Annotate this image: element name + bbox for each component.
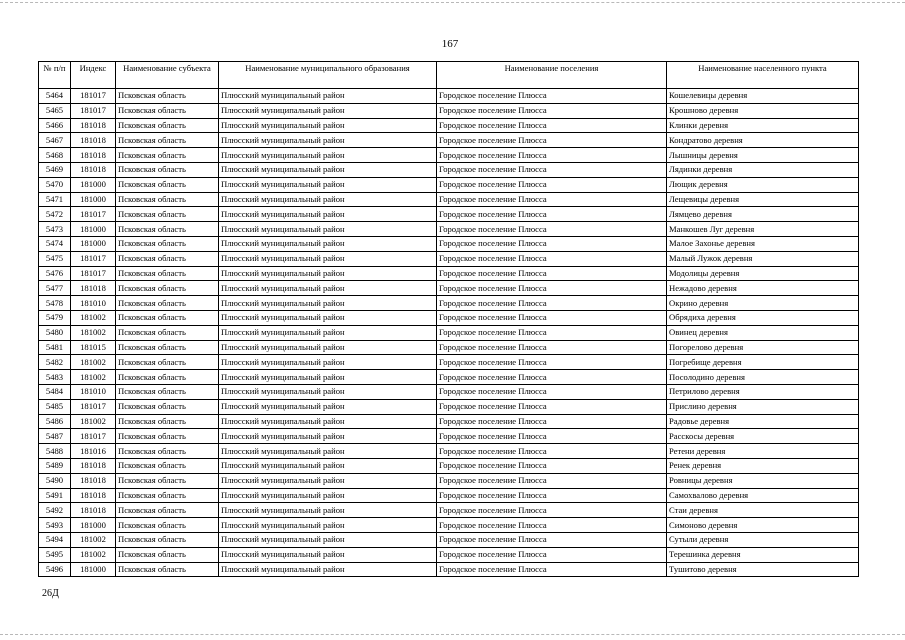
- locality-cell: Лядинки деревня: [667, 162, 859, 177]
- settlement-cell: Городское поселение Плюсса: [437, 488, 667, 503]
- municipality-cell: Плюсский муниципальный район: [219, 384, 437, 399]
- locality-cell: Лямцево деревня: [667, 207, 859, 222]
- locality-cell: Стаи деревня: [667, 503, 859, 518]
- locality-cell: Ретени деревня: [667, 444, 859, 459]
- subject-cell: Псковская область: [116, 444, 219, 459]
- index-cell: 181017: [71, 266, 116, 281]
- table-row: [39, 503, 859, 518]
- locality-cell: Лещевицы деревня: [667, 192, 859, 207]
- locality-cell: Терешинка деревня: [667, 547, 859, 562]
- table-row: [39, 547, 859, 562]
- settlement-cell: Городское поселение Плюсса: [437, 429, 667, 444]
- table-row: [39, 444, 859, 459]
- municipality-cell: Плюсский муниципальный район: [219, 370, 437, 385]
- index-cell: 181017: [71, 207, 116, 222]
- index-cell: 181018: [71, 488, 116, 503]
- num-cell: 5470: [39, 177, 71, 192]
- settlement-cell: Городское поселение Плюсса: [437, 148, 667, 163]
- locality-cell: Лющик деревня: [667, 177, 859, 192]
- index-cell: 181002: [71, 547, 116, 562]
- subject-cell: Псковская область: [116, 399, 219, 414]
- table-row: [39, 266, 859, 281]
- index-cell: 181002: [71, 370, 116, 385]
- municipality-cell: Плюсский муниципальный район: [219, 192, 437, 207]
- locality-cell: Радовье деревня: [667, 414, 859, 429]
- subject-cell: Псковская область: [116, 488, 219, 503]
- municipality-cell: Плюсский муниципальный район: [219, 503, 437, 518]
- settlement-cell: Городское поселение Плюсса: [437, 473, 667, 488]
- municipality-cell: Плюсский муниципальный район: [219, 458, 437, 473]
- settlement-cell: Городское поселение Плюсса: [437, 518, 667, 533]
- num-cell: 5482: [39, 355, 71, 370]
- index-cell: 181010: [71, 296, 116, 311]
- subject-cell: Псковская область: [116, 518, 219, 533]
- municipality-cell: Плюсский муниципальный район: [219, 251, 437, 266]
- index-cell: 181016: [71, 444, 116, 459]
- subject-cell: Псковская область: [116, 89, 219, 104]
- subject-cell: Псковская область: [116, 340, 219, 355]
- settlement-cell: Городское поселение Плюсса: [437, 399, 667, 414]
- index-cell: 181000: [71, 222, 116, 237]
- municipality-cell: Плюсский муниципальный район: [219, 118, 437, 133]
- num-cell: 5475: [39, 251, 71, 266]
- locality-cell: Нежадово деревня: [667, 281, 859, 296]
- settlement-cell: Городское поселение Плюсса: [437, 103, 667, 118]
- table-header-row: [39, 62, 859, 89]
- settlement-cell: Городское поселение Плюсса: [437, 503, 667, 518]
- municipality-cell: Плюсский муниципальный район: [219, 133, 437, 148]
- locality-cell: Крошново деревня: [667, 103, 859, 118]
- settlement-cell: Городское поселение Плюсса: [437, 89, 667, 104]
- locality-cell: Петрилово деревня: [667, 384, 859, 399]
- header-subject: Наименование субъекта: [116, 62, 219, 89]
- num-cell: 5477: [39, 281, 71, 296]
- subject-cell: Псковская область: [116, 355, 219, 370]
- num-cell: 5486: [39, 414, 71, 429]
- index-cell: 181015: [71, 340, 116, 355]
- municipality-cell: Плюсский муниципальный район: [219, 355, 437, 370]
- num-cell: 5487: [39, 429, 71, 444]
- table-row: [39, 236, 859, 251]
- num-cell: 5471: [39, 192, 71, 207]
- index-cell: 181000: [71, 562, 116, 577]
- municipality-cell: Плюсский муниципальный район: [219, 281, 437, 296]
- header-locality: Наименование населенного пункта: [667, 62, 859, 89]
- subject-cell: Псковская область: [116, 222, 219, 237]
- locality-cell: Симоново деревня: [667, 518, 859, 533]
- index-cell: 181018: [71, 162, 116, 177]
- municipality-cell: Плюсский муниципальный район: [219, 177, 437, 192]
- subject-cell: Псковская область: [116, 103, 219, 118]
- index-cell: 181017: [71, 251, 116, 266]
- num-cell: 5465: [39, 103, 71, 118]
- num-cell: 5489: [39, 458, 71, 473]
- table-row: [39, 488, 859, 503]
- locality-cell: Окрино деревня: [667, 296, 859, 311]
- municipality-cell: Плюсский муниципальный район: [219, 310, 437, 325]
- locality-cell: Малый Лужок деревня: [667, 251, 859, 266]
- locality-cell: Прислино деревня: [667, 399, 859, 414]
- municipality-cell: Плюсский муниципальный район: [219, 222, 437, 237]
- num-cell: 5490: [39, 473, 71, 488]
- table-row: [39, 325, 859, 340]
- num-cell: 5469: [39, 162, 71, 177]
- num-cell: 5480: [39, 325, 71, 340]
- scan-edge-bottom: [0, 634, 905, 637]
- table-row: [39, 177, 859, 192]
- table-row: [39, 399, 859, 414]
- index-cell: 181018: [71, 148, 116, 163]
- num-cell: 5479: [39, 310, 71, 325]
- index-cell: 181017: [71, 429, 116, 444]
- header-index: Индекс: [71, 62, 116, 89]
- settlement-cell: Городское поселение Плюсса: [437, 118, 667, 133]
- subject-cell: Псковская область: [116, 473, 219, 488]
- table-row: [39, 222, 859, 237]
- locality-cell: Погребище деревня: [667, 355, 859, 370]
- municipality-cell: Плюсский муниципальный район: [219, 89, 437, 104]
- subject-cell: Псковская область: [116, 266, 219, 281]
- table-row: [39, 518, 859, 533]
- settlement-cell: Городское поселение Плюсса: [437, 296, 667, 311]
- municipality-cell: Плюсский муниципальный район: [219, 207, 437, 222]
- locality-cell: Лышницы деревня: [667, 148, 859, 163]
- index-cell: 181002: [71, 532, 116, 547]
- subject-cell: Псковская область: [116, 162, 219, 177]
- municipality-cell: Плюсский муниципальный район: [219, 488, 437, 503]
- num-cell: 5476: [39, 266, 71, 281]
- table-row: [39, 340, 859, 355]
- municipality-cell: Плюсский муниципальный район: [219, 444, 437, 459]
- settlement-cell: Городское поселение Плюсса: [437, 414, 667, 429]
- settlement-cell: Городское поселение Плюсса: [437, 384, 667, 399]
- num-cell: 5492: [39, 503, 71, 518]
- locality-cell: Погорелово деревня: [667, 340, 859, 355]
- header-municipality: Наименование муниципального образования: [219, 62, 437, 89]
- table-row: [39, 89, 859, 104]
- settlement-cell: Городское поселение Плюсса: [437, 562, 667, 577]
- table-row: [39, 192, 859, 207]
- index-cell: 181000: [71, 192, 116, 207]
- num-cell: 5493: [39, 518, 71, 533]
- table-row: [39, 251, 859, 266]
- subject-cell: Псковская область: [116, 236, 219, 251]
- table-row: [39, 384, 859, 399]
- table-row: [39, 562, 859, 577]
- settlement-cell: Городское поселение Плюсса: [437, 177, 667, 192]
- municipality-cell: Плюсский муниципальный район: [219, 162, 437, 177]
- num-cell: 5464: [39, 89, 71, 104]
- locality-cell: Модолицы деревня: [667, 266, 859, 281]
- index-cell: 181018: [71, 133, 116, 148]
- num-cell: 5466: [39, 118, 71, 133]
- index-cell: 181018: [71, 281, 116, 296]
- subject-cell: Псковская область: [116, 296, 219, 311]
- index-cell: 181018: [71, 118, 116, 133]
- municipality-cell: Плюсский муниципальный район: [219, 399, 437, 414]
- subject-cell: Псковская область: [116, 192, 219, 207]
- locality-cell: Сутыли деревня: [667, 532, 859, 547]
- num-cell: 5467: [39, 133, 71, 148]
- locality-cell: Расскосы деревня: [667, 429, 859, 444]
- table-row: [39, 429, 859, 444]
- subject-cell: Псковская область: [116, 148, 219, 163]
- settlement-cell: Городское поселение Плюсса: [437, 192, 667, 207]
- num-cell: 5484: [39, 384, 71, 399]
- subject-cell: Псковская область: [116, 325, 219, 340]
- subject-cell: Псковская область: [116, 547, 219, 562]
- footer-mark: 26Д: [42, 588, 59, 599]
- municipality-cell: Плюсский муниципальный район: [219, 103, 437, 118]
- subject-cell: Псковская область: [116, 207, 219, 222]
- index-cell: 181010: [71, 384, 116, 399]
- subject-cell: Псковская область: [116, 562, 219, 577]
- locality-cell: Обрядиха деревня: [667, 310, 859, 325]
- index-cell: 181002: [71, 310, 116, 325]
- table-row: [39, 370, 859, 385]
- num-cell: 5481: [39, 340, 71, 355]
- header-num: № п/п: [39, 62, 71, 89]
- municipality-cell: Плюсский муниципальный район: [219, 414, 437, 429]
- locality-cell: Малое Захонье деревня: [667, 236, 859, 251]
- locality-cell: Ренек деревня: [667, 458, 859, 473]
- table-row: [39, 162, 859, 177]
- locality-cell: Клинки деревня: [667, 118, 859, 133]
- index-cell: 181000: [71, 518, 116, 533]
- subject-cell: Псковская область: [116, 429, 219, 444]
- settlement-cell: Городское поселение Плюсса: [437, 251, 667, 266]
- municipality-cell: Плюсский муниципальный район: [219, 562, 437, 577]
- subject-cell: Псковская область: [116, 384, 219, 399]
- subject-cell: Псковская область: [116, 133, 219, 148]
- table-row: [39, 310, 859, 325]
- num-cell: 5478: [39, 296, 71, 311]
- settlement-cell: Городское поселение Плюсса: [437, 547, 667, 562]
- index-cell: 181002: [71, 355, 116, 370]
- table-row: [39, 473, 859, 488]
- subject-cell: Псковская область: [116, 414, 219, 429]
- index-cell: 181017: [71, 89, 116, 104]
- table-row: [39, 296, 859, 311]
- index-cell: 181018: [71, 503, 116, 518]
- num-cell: 5473: [39, 222, 71, 237]
- settlement-cell: Городское поселение Плюсса: [437, 266, 667, 281]
- municipality-cell: Плюсский муниципальный район: [219, 296, 437, 311]
- index-cell: 181000: [71, 236, 116, 251]
- index-cell: 181000: [71, 177, 116, 192]
- num-cell: 5496: [39, 562, 71, 577]
- table-row: [39, 133, 859, 148]
- index-cell: 181017: [71, 103, 116, 118]
- municipality-cell: Плюсский муниципальный район: [219, 236, 437, 251]
- locality-cell: Овинец деревня: [667, 325, 859, 340]
- settlement-cell: Городское поселение Плюсса: [437, 444, 667, 459]
- locality-cell: Кондратово деревня: [667, 133, 859, 148]
- settlement-cell: Городское поселение Плюсса: [437, 325, 667, 340]
- table-row: [39, 414, 859, 429]
- subject-cell: Псковская область: [116, 177, 219, 192]
- locality-cell: Самохвалово деревня: [667, 488, 859, 503]
- locality-cell: Ровницы деревня: [667, 473, 859, 488]
- locality-cell: Тушитово деревня: [667, 562, 859, 577]
- municipality-cell: Плюсский муниципальный район: [219, 148, 437, 163]
- index-cell: 181002: [71, 414, 116, 429]
- page-number: 167: [441, 38, 459, 50]
- num-cell: 5474: [39, 236, 71, 251]
- table-body: [39, 89, 859, 577]
- subject-cell: Псковская область: [116, 370, 219, 385]
- table-row: [39, 281, 859, 296]
- table-row: [39, 355, 859, 370]
- settlement-cell: Городское поселение Плюсса: [437, 340, 667, 355]
- subject-cell: Псковская область: [116, 458, 219, 473]
- num-cell: 5488: [39, 444, 71, 459]
- subject-cell: Псковская область: [116, 118, 219, 133]
- municipality-cell: Плюсский муниципальный район: [219, 266, 437, 281]
- subject-cell: Псковская область: [116, 251, 219, 266]
- table-row: [39, 148, 859, 163]
- settlement-cell: Городское поселение Плюсса: [437, 133, 667, 148]
- settlement-cell: Городское поселение Плюсса: [437, 370, 667, 385]
- table-row: [39, 207, 859, 222]
- municipality-cell: Плюсский муниципальный район: [219, 473, 437, 488]
- settlement-cell: Городское поселение Плюсса: [437, 222, 667, 237]
- scan-edge-top: [0, 2, 905, 5]
- municipality-cell: Плюсский муниципальный район: [219, 340, 437, 355]
- num-cell: 5494: [39, 532, 71, 547]
- municipality-cell: Плюсский муниципальный район: [219, 325, 437, 340]
- index-cell: 181002: [71, 325, 116, 340]
- num-cell: 5485: [39, 399, 71, 414]
- num-cell: 5468: [39, 148, 71, 163]
- index-cell: 181018: [71, 473, 116, 488]
- settlement-cell: Городское поселение Плюсса: [437, 162, 667, 177]
- localities-table: [38, 61, 859, 577]
- num-cell: 5472: [39, 207, 71, 222]
- subject-cell: Псковская область: [116, 503, 219, 518]
- locality-cell: Манкошев Луг деревня: [667, 222, 859, 237]
- num-cell: 5491: [39, 488, 71, 503]
- header-settlement: Наименование поселения: [437, 62, 667, 89]
- subject-cell: Псковская область: [116, 281, 219, 296]
- settlement-cell: Городское поселение Плюсса: [437, 532, 667, 547]
- settlement-cell: Городское поселение Плюсса: [437, 310, 667, 325]
- settlement-cell: Городское поселение Плюсса: [437, 355, 667, 370]
- settlement-cell: Городское поселение Плюсса: [437, 207, 667, 222]
- subject-cell: Псковская область: [116, 310, 219, 325]
- municipality-cell: Плюсский муниципальный район: [219, 429, 437, 444]
- subject-cell: Псковская область: [116, 532, 219, 547]
- table-row: [39, 532, 859, 547]
- municipality-cell: Плюсский муниципальный район: [219, 547, 437, 562]
- index-cell: 181017: [71, 399, 116, 414]
- settlement-cell: Городское поселение Плюсса: [437, 458, 667, 473]
- table-row: [39, 103, 859, 118]
- table-row: [39, 118, 859, 133]
- num-cell: 5495: [39, 547, 71, 562]
- settlement-cell: Городское поселение Плюсса: [437, 281, 667, 296]
- settlement-cell: Городское поселение Плюсса: [437, 236, 667, 251]
- locality-cell: Кошелевицы деревня: [667, 89, 859, 104]
- num-cell: 5483: [39, 370, 71, 385]
- municipality-cell: Плюсский муниципальный район: [219, 532, 437, 547]
- locality-cell: Посолодино деревня: [667, 370, 859, 385]
- index-cell: 181018: [71, 458, 116, 473]
- table-row: [39, 458, 859, 473]
- municipality-cell: Плюсский муниципальный район: [219, 518, 437, 533]
